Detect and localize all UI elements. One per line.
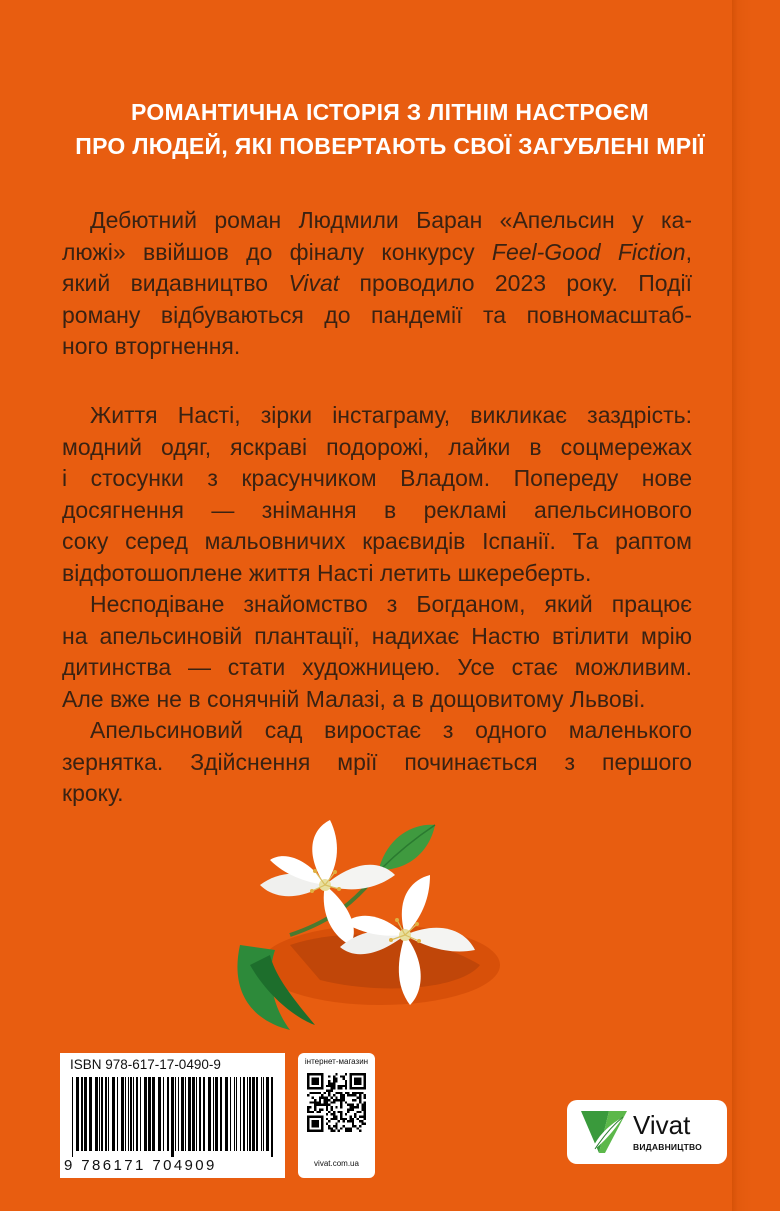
intro-line: Дебютний роман Людмили Баран «Апельсин у ка- bbox=[90, 207, 692, 233]
isbn-barcode-panel bbox=[60, 1053, 285, 1178]
story-line: на апельсиновій плантації, надихає Настю втілити мрію bbox=[62, 622, 692, 649]
headline-line-2: ПРО ЛЮДЕЙ, ЯКІ ПОВЕРТАЮТЬ СВОЇ ЗАГУБЛЕНІ МРІЇ bbox=[75, 133, 705, 159]
publisher-logo bbox=[567, 1100, 727, 1164]
logo-name: Vivat bbox=[633, 1110, 691, 1140]
story-line: дитинства — стати художницею. Усе стає можливим. bbox=[62, 654, 692, 680]
story-line: Але вже не в сонячній Малазі, а в дощовитому Львові. bbox=[62, 685, 646, 712]
story-line: досягнення — знімання в рекламі апельсинового bbox=[62, 496, 692, 523]
story-line: кроку. bbox=[62, 780, 124, 806]
isbn-label: ISBN 978-617-17-0490-9 bbox=[70, 1057, 221, 1072]
qr-code bbox=[307, 1073, 366, 1132]
story-line: соку серед мальовничих краєвидів Іспанії. Та раптом bbox=[62, 528, 692, 554]
intro-line: який видавництво Vivat проводило 2023 року. Події bbox=[62, 270, 692, 296]
book-spine-edge bbox=[732, 0, 780, 1211]
story-text bbox=[62, 400, 692, 810]
qr-code-panel bbox=[298, 1053, 375, 1178]
vivat-feather-icon bbox=[579, 1107, 629, 1157]
story-line: Несподіване знайомство з Богданом, який працює bbox=[90, 591, 692, 617]
headline-line-1: РОМАНТИЧНА ІСТОРІЯ З ЛІТНІМ НАСТРОЄМ bbox=[130, 99, 649, 125]
headline bbox=[70, 95, 710, 163]
story-line: Апельсиновий сад виростає з одного маленького bbox=[90, 717, 692, 743]
story-line: модний одяг, яскраві подорожі, лайки в соцмережах bbox=[62, 433, 692, 460]
story-line: зернятка. Здійснення мрії починається з першого bbox=[62, 748, 692, 775]
story-line: Життя Насті, зірки інстаграму, викликає заздрість: bbox=[90, 402, 692, 428]
intro-paragraph bbox=[62, 205, 692, 363]
story-line: і стосунки з красунчиком Владом. Попереду нове bbox=[62, 465, 692, 491]
logo-subtitle: ВИДАВНИЦТВО bbox=[633, 1142, 702, 1152]
barcode-digits: 9 786171 704909 bbox=[64, 1157, 217, 1174]
intro-line: люжі» ввійшов до фіналу конкурсу Feel-Good Fiction, bbox=[62, 238, 692, 265]
intro-line: роману відбуваються до пандемії та повномасштаб- bbox=[62, 301, 692, 328]
intro-line: ного вторгнення. bbox=[62, 333, 241, 359]
story-line: відфотошоплене життя Насті летить шкереберть. bbox=[62, 559, 592, 586]
orange-blossom-illustration bbox=[230, 815, 530, 1030]
qr-top-label: інтернет-магазин bbox=[304, 1057, 369, 1066]
barcode bbox=[68, 1077, 278, 1157]
qr-bottom-label: vivat.com.ua bbox=[314, 1159, 359, 1168]
